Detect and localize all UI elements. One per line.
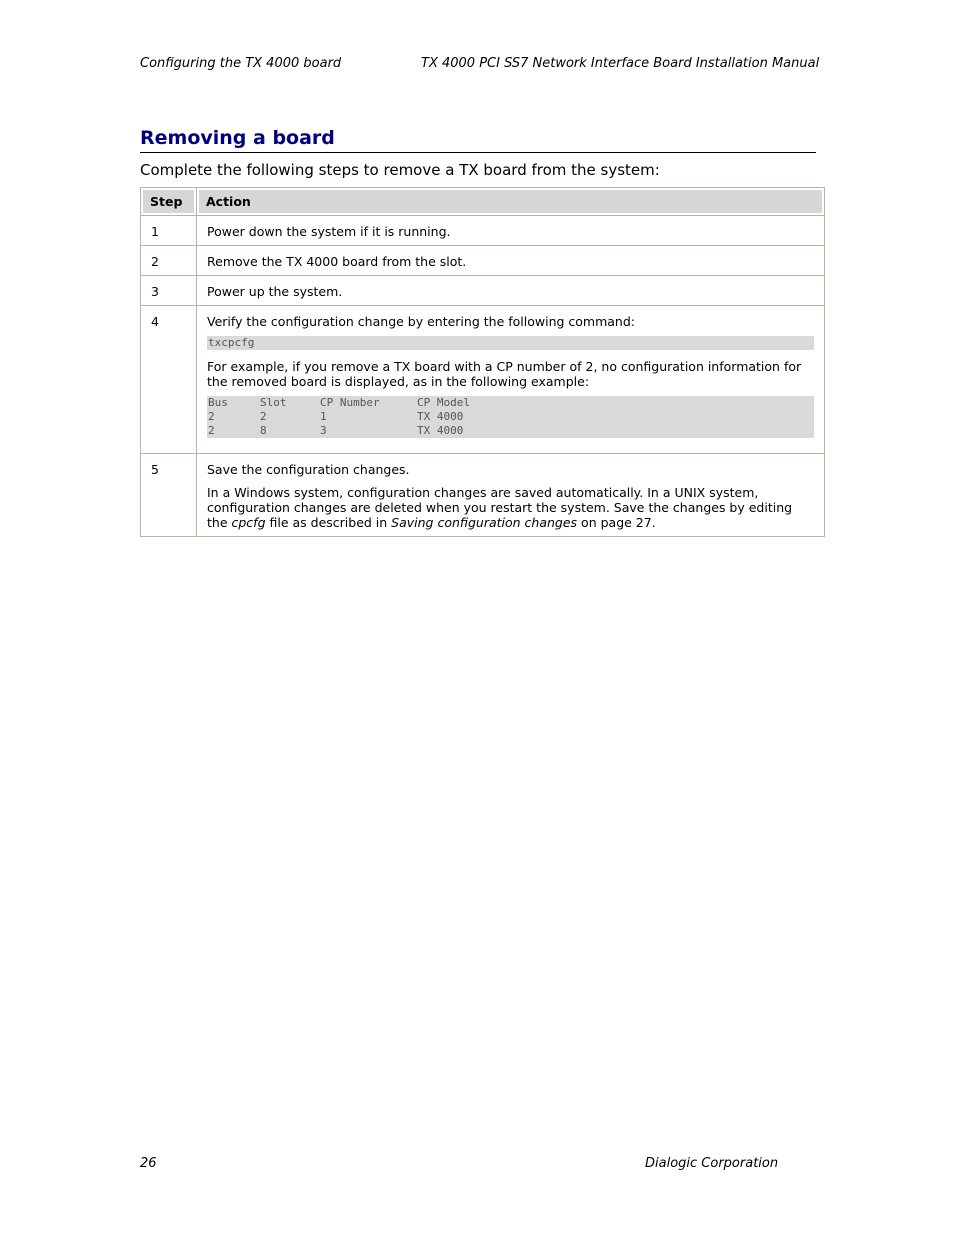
page-number: 26 [140,1156,157,1171]
output-cp-number: 3 [320,424,327,437]
footer-company: Dialogic Corporation [645,1156,779,1171]
step-action: Verify the configuration change by entering the following command: [207,314,635,329]
table-row [141,306,825,454]
output-cp-number: 1 [320,410,327,423]
note-text: on page 27. [577,515,656,530]
section-intro: Complete the following steps to remove a TX board from the system: [140,161,660,179]
output-slot: 2 [260,410,267,423]
table-row [141,276,825,306]
example-output-table [208,396,497,438]
section-title: Removing a board [140,126,816,153]
step-number: 4 [141,306,197,454]
step-action: Remove the TX 4000 board from the slot. [197,246,825,276]
step-number: 2 [141,246,197,276]
table-row [141,454,825,537]
cross-reference: Saving configuration changes [391,515,578,530]
column-header-action: Action [197,188,825,216]
table-row [141,216,825,246]
steps-table [140,187,825,537]
note-text: file as described in [265,515,392,530]
table-header-row [141,188,825,216]
output-header-cp-number: CP Number [320,396,380,409]
step-number: 1 [141,216,197,246]
step-number: 3 [141,276,197,306]
output-bus: 2 [208,424,215,437]
table-row [141,246,825,276]
step-action: Power up the system. [197,276,825,306]
output-row [208,424,497,438]
output-header-bus: Bus [208,396,228,409]
output-header-row [208,396,497,410]
output-cp-model: TX 4000 [417,424,464,437]
running-header-chapter: Configuring the TX 4000 board [140,56,342,71]
command-code-block: txcpcfg [207,336,814,350]
running-header-manual-title: TX 4000 PCI SS7 Network Interface Board Installation Manual [421,56,820,71]
column-header-step: Step [141,188,197,216]
file-name: cpcfg [231,515,266,530]
step-action-cell [197,306,825,454]
output-cp-model: TX 4000 [417,410,464,423]
output-bus: 2 [208,410,215,423]
output-row [208,410,497,424]
output-header-slot: Slot [260,396,287,409]
step-note [207,485,814,530]
step-action-cell [197,454,825,537]
note-text: In a Windows system, configuration changes are saved automatically. In a UNIX system, configuration changes are deleted when you restart the system. Save the changes by editing the [207,485,793,530]
step-action: Save the configuration changes. [207,462,410,477]
step-number: 5 [141,454,197,537]
example-output-block [207,396,814,438]
step-action: Power down the system if it is running. [197,216,825,246]
example-description: For example, if you remove a TX board with a CP number of 2, no configuration information for the removed board is displayed, as in the following example: [207,359,802,389]
output-slot: 8 [260,424,267,437]
output-header-cp-model: CP Model [417,396,470,409]
